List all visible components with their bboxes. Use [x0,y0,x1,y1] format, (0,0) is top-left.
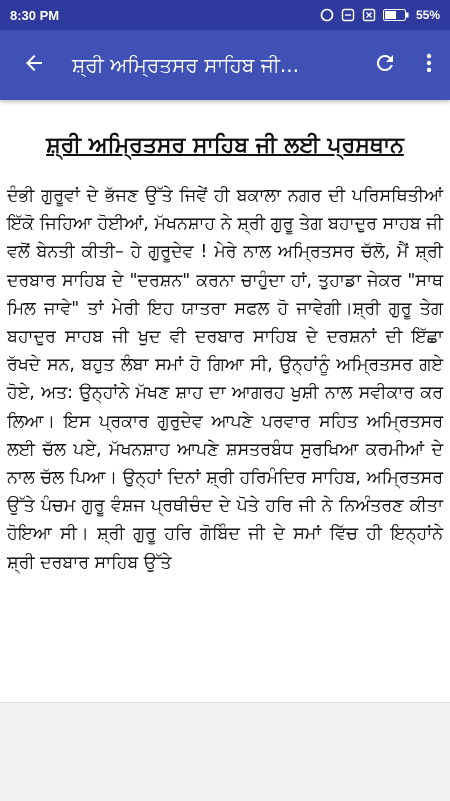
bottom-bar [0,702,450,801]
status-icons [320,8,440,22]
sim-off-icon [362,8,376,22]
overflow-menu-button[interactable] [408,30,450,100]
whatsapp-icon [320,8,334,22]
article-content[interactable] [0,100,450,702]
battery-icon [383,9,409,21]
article-body: ਦੰਭੀ ਗੁਰੂਵਾਂ ਦੇ ਭੱਜਣ ਉੱਤੇ ਜਿਵੇਂ ਹੀ ਬਕਾਲਾ ਨਗਰ ਦੀ ਪਰਿਸਥਿਤੀਆਂ ਇੱਕੋ ਜਿਹਿਆ ਹੋਈਆਂ, ਮੱਖਨਸ਼ਾਹ ਨੇ ਸ਼੍ਰੀ ਗੁਰੂ ਤੇਗ ਬਹਾਦੁਰ ਸਾਹਬ ਜੀ ਵਲੋਂ ਬੇਨਤੀ ਕੀਤੀ– ਹੇ ਗੁਰੂਦੇਵ ! ਮੇਰੇ ਨਾਲ ਅਮ੍ਰਿਤਸਰ ਚੱਲੋ, ਮੈਂ ਸ਼੍ਰੀ ਦਰਬਾਰ ਸਾਹਿਬ ਦੇ "ਦਰਸ਼ਨ" ਕਰਨਾ ਚਾਹੁੰਦਾ ਹਾਂ, ਤੁਹਾਡਾ ਜੇਕਰ "ਸਾਥ ਮਿਲ ਜਾਵੇ" ਤਾਂ ਮੇਰੀ ਇਹ ਯਾਤਰਾ ਸਫਲ ਹੋ ਜਾਵੇਗੀ।ਸ਼੍ਰੀ ਗੁਰੂ ਤੇਗ ਬਹਾਦੁਰ ਸਾਹਬ ਜੀ ਖੁਦ ਵੀ ਦਰਬਾਰ ਸਾਹਿਬ ਦੇ ਦਰਸ਼ਨਾਂ ਦੀ ਇੱਛਾ ਰੱਖਦੇ ਸਨ, ਬਹੁਤ ਲੰਬਾ ਸਮਾਂ ਹੋ ਗਿਆ ਸੀ, ਉਨ੍ਹਾਂਨੂੰ ਅਮ੍ਰਿਤਸਰ ਗਏ ਹੋਏ, ਅਤ: ਉਨ੍ਹਾਂਨੇ ਮੱਖਣ ਸ਼ਾਹ ਦਾ ਆਗਰਹ ਖੁਸ਼ੀ ਨਾਲ ਸਵੀਕਾਰ ਕਰ ਲਿਆ। ਇਸ ਪ੍ਰਕਾਰ ਗੁਰੁਦੇਵ ਆਪਣੇ ਪਰਵਾਰ ਸਹਿਤ ਅਮ੍ਰਿਤਸਰ ਲਈ ਚੱਲ ਪਏ, ਮੱਖਨਸ਼ਾਹ ਆਪਣੇ ਸ਼ਸਤਰਬੰਧ ਸੁਰਖਿਆ ਕਰਮੀਆਂ ਦੇ ਨਾਲ ਚੱਲ ਪਿਆ। ਉਨ੍ਹਾਂ ਦਿਨਾਂ ਸ਼੍ਰੀ ਹਰਿਮੰਦਿਰ ਸਾਹਿਬ, ਅਮ੍ਰਿਤਸਰ ਉੱਤੇ ਪੰਚਮ ਗੁਰੂ ਵੰਸ਼ਜ ਪ੍ਰਥੀਚੰਦ ਦੇ ਪੋਤੇ ਹਰਿ ਜੀ ਨੇ ਨਿਅੰਤਰਣ ਕੀਤਾ ਹੋਇਆ ਸੀ। ਸ਼੍ਰੀ ਗੁਰੂ ਹਰਿ ਗੋਬਿੰਦ ਜੀ ਦੇ ਸਮਾਂ ਵਿੱਚ ਹੀ ਇਨ੍ਹਾਂਨੇ ਸ਼੍ਰੀ ਦਰਬਾਰ ਸਾਹਿਬ ਉੱਤੇ [7,186,443,573]
app-toolbar [0,30,450,100]
refresh-icon [373,51,397,79]
status-time: 8:30 PM [10,7,60,23]
arrow-back-icon [22,51,46,79]
notification-icon [341,8,355,22]
battery-percent: 55% [415,8,440,22]
more-vert-icon [417,51,441,79]
toolbar-title: ਸ਼੍ਰੀ ਅਮ੍ਰਿਤਸਰ ਸਾਹਿਬ ਜੀ... [72,53,299,77]
back-button[interactable] [0,30,68,100]
refresh-button[interactable] [362,30,408,100]
article-title: ਸ਼੍ਰੀ ਅਮ੍ਰਿਤਸਰ ਸਾਹਿਬ ਜੀ ਲਈ ਪ੍ਰਸਥਾਨ [46,133,404,158]
status-bar [0,0,450,30]
